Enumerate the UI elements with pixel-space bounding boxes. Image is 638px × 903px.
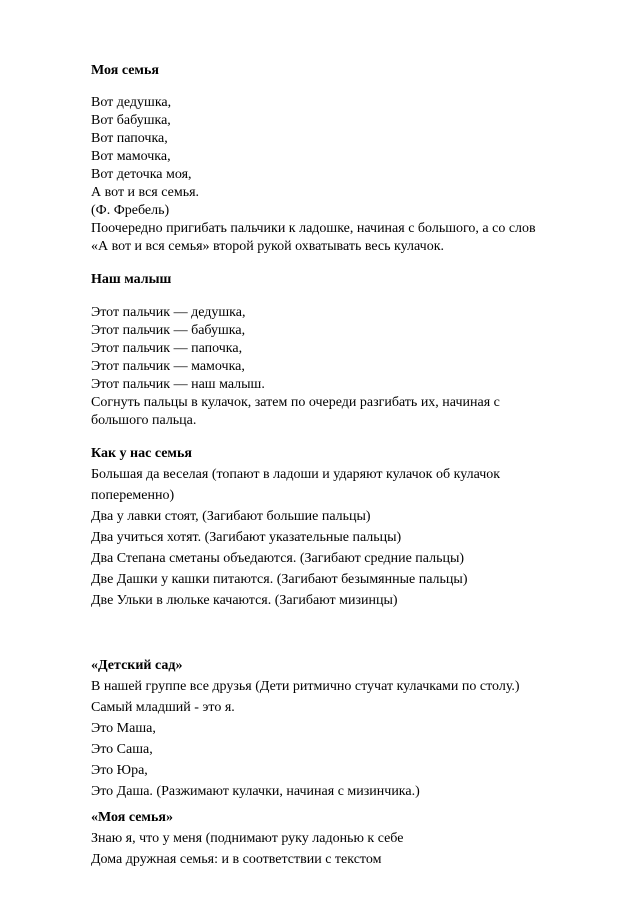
text-line: Это Маша, — [91, 721, 156, 736]
text-line: Два у лавки стоят, (Загибают большие пальцы) — [91, 509, 371, 524]
section-title: Моя семья — [91, 63, 159, 78]
document-body — [91, 62, 591, 870]
text-line: Это Саша, — [91, 742, 153, 757]
text-line: Две Дашки у кашки питаются. (Загибают безымянные пальцы) — [91, 572, 468, 587]
section-moya-semya-2 — [91, 807, 591, 870]
text-line: В нашей группе все друзья (Дети ритмично стучат кулачками по столу.) — [91, 679, 520, 694]
section-nash-malysh — [91, 271, 591, 430]
text-line: «А вот и вся семья» второй рукой охватывать весь кулачок. — [91, 239, 444, 254]
text-line: Два Степана сметаны объедаются. (Загибают средние пальцы) — [91, 551, 465, 566]
text-line: Два учиться хотят. (Загибают указательные пальцы) — [91, 530, 402, 545]
section-moya-semya — [91, 62, 591, 256]
text-line: Это Даша. (Разжимают кулачки, начиная с мизинчика.) — [91, 784, 420, 799]
text-line: Вот мамочка, — [91, 149, 171, 164]
text-line: Вот деточка моя, — [91, 167, 192, 182]
section-kak-u-nas-semya — [91, 443, 591, 611]
text-line: Вот папочка, — [91, 131, 168, 146]
text-line: Дома дружная семья: и в соответствии с текстом — [91, 852, 382, 867]
section-title: Наш малыш — [91, 272, 172, 287]
section-title: «Детский сад» — [91, 658, 183, 673]
text-line: Этот пальчик — бабушка, — [91, 323, 246, 338]
text-line: попеременно) — [91, 488, 175, 503]
text-line: Этот пальчик — наш малыш. — [91, 377, 265, 392]
section-title: «Моя семья» — [91, 810, 173, 825]
text-line: Самый младший - это я. — [91, 700, 235, 715]
text-line: Вот бабушка, — [91, 113, 171, 128]
text-line: Согнуть пальцы в кулачок, затем по очереди разгибать их, начиная с — [91, 395, 500, 410]
section-title: Как у нас семья — [91, 446, 192, 461]
text-line: Это Юра, — [91, 763, 148, 778]
text-line: (Ф. Фребель) — [91, 203, 170, 218]
text-line: Вот дедушка, — [91, 95, 172, 110]
text-line: Этот пальчик — папочка, — [91, 341, 243, 356]
text-line: Большая да веселая (топают в ладоши и ударяют кулачок об кулачок — [91, 467, 501, 482]
text-line: Этот пальчик — мамочка, — [91, 359, 245, 374]
text-line: А вот и вся семья. — [91, 185, 200, 200]
text-line: Поочередно пригибать пальчики к ладошке, начиная с большого, а со слов — [91, 221, 536, 236]
text-line: Знаю я, что у меня (поднимают руку ладонью к себе — [91, 831, 404, 846]
text-line: Этот пальчик — дедушка, — [91, 305, 246, 320]
text-line: большого пальца. — [91, 413, 197, 428]
section-detskiy-sad — [91, 655, 591, 802]
text-line: Две Ульки в люльке качаются. (Загибают мизинцы) — [91, 593, 398, 608]
